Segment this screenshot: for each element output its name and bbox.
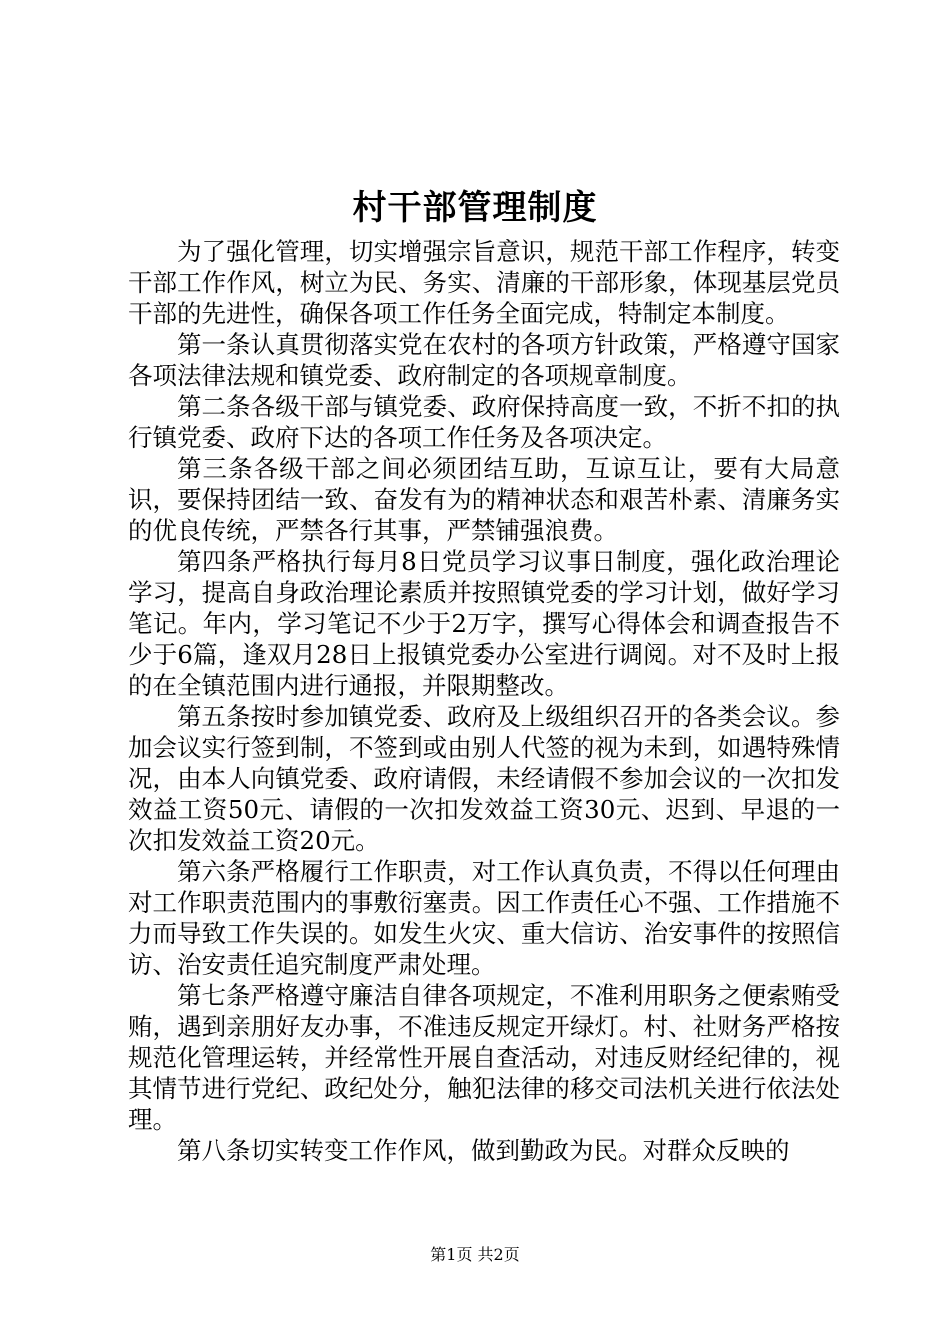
article-7-paragraph: 第七条严格遵守廉洁自律各项规定，不准利用职务之便索贿受贿，遇到亲朋好友办事，不准违反规定开绿灯。村、社财务严格按规范化管理运转，并经常性开展自查活动，对违反财经纪律的，视其情节进行党纪、政纪处分，触犯法律的移交司法机关进行依法处理。 [128, 981, 840, 1134]
article-5-paragraph: 第五条按时参加镇党委、政府及上级组织召开的各类会议。参加会议实行签到制，不签到或由别人代签的视为未到，如遇特殊情况，由本人向镇党委、政府请假，未经请假不参加会议的一次扣发效益工资50元、请假的一次扣发效益工资30元、迟到、早退的一次扣发效益工资20元。 [128, 702, 840, 855]
article-4-paragraph: 第四条严格执行每月8日党员学习议事日制度，强化政治理论学习，提高自身政治理论素质并按照镇党委的学习计划，做好学习笔记。年内，学习笔记不少于2万字，撰写心得体会和调查报告不少于6篇，逢双月28日上报镇党委办公室进行调阅。对不及时上报的在全镇范围内进行通报，并限期整改。 [128, 547, 840, 700]
article-8-paragraph: 第八条切实转变工作作风，做到勤政为民。对群众反映的 [177, 1136, 790, 1165]
document-body [128, 236, 840, 1166]
document-title: 村干部管理制度 [352, 188, 598, 228]
article-3-paragraph: 第三条各级干部之间必须团结互助，互谅互让，要有大局意识，要保持团结一致、奋发有为的精神状态和艰苦朴素、清廉务实的优良传统，严禁各行其事，严禁铺强浪费。 [128, 454, 840, 545]
article-6-paragraph: 第六条严格履行工作职责，对工作认真负责，不得以任何理由对工作职责范围内的事敷衍塞责。因工作责任心不强、工作措施不力而导致工作失误的。如发生火灾、重大信访、治安事件的按照信访、治安责任追究制度严肃处理。 [128, 857, 840, 979]
intro-paragraph: 为了强化管理，切实增强宗旨意识，规范干部工作程序，转变干部工作作风，树立为民、务实、清廉的干部形象，体现基层党员干部的先进性，确保各项工作任务全面完成，特制定本制度。 [128, 237, 840, 328]
article-2-paragraph: 第二条各级干部与镇党委、政府保持高度一致，不折不扣的执行镇党委、政府下达的各项工作任务及各项决定。 [128, 392, 840, 452]
page-number-footer: 第1页 共2页 [430, 1245, 520, 1264]
article-1-paragraph: 第一条认真贯彻落实党在农村的各项方针政策，严格遵守国家各项法律法规和镇党委、政府制定的各项规章制度。 [128, 330, 840, 390]
